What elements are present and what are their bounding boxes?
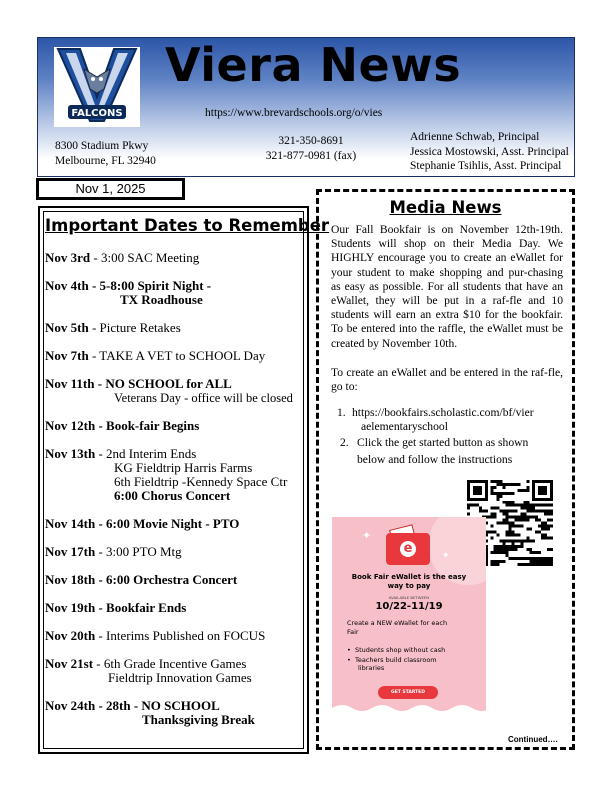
wallet-icon: e: [386, 533, 430, 565]
wave-decoration: [332, 702, 486, 722]
dates-title: Important Dates to Remember: [45, 216, 330, 235]
event-subline: Fieldtrip Innovation Games: [108, 670, 252, 685]
staff-list: Adrienne Schwab, Principal Jessica Mostowski, Asst. Principal Stephanie Tsihlis, Asst. Principal: [410, 131, 569, 172]
event-item: Nov 21st - 6th Grade Incentive Games: [45, 656, 247, 671]
school-address: 8300 Stadium Pkwy Melbourne, FL 32940: [55, 140, 156, 167]
event-subline: Thanksgiving Break: [142, 712, 255, 727]
bookfair-link[interactable]: aelementaryschool: [361, 420, 448, 433]
event-item: Nov 18th - 6:00 Orchestra Concert: [45, 572, 238, 587]
step-text: Click the get started button as shown: [357, 436, 529, 449]
issue-date: Nov 1, 2025: [36, 178, 185, 200]
continued-note: Continued….: [508, 735, 558, 744]
get-started-button[interactable]: GET STARTED: [378, 686, 438, 699]
event-subline: TX Roadhouse: [120, 292, 203, 307]
event-item: Nov 11th - NO SCHOOL for ALL: [45, 376, 232, 391]
step-number: 2.: [340, 436, 349, 449]
event-item: Nov 20th - Interims Published on FOCUS: [45, 628, 266, 643]
falcons-logo: [54, 47, 140, 127]
media-title: Media News: [389, 198, 502, 217]
event-subline: Veterans Day - office will be closed: [114, 391, 293, 405]
step-number: 1.: [337, 406, 346, 419]
sparkle-icon: ✦: [442, 551, 450, 561]
event-item: Nov 5th - Picture Retakes: [45, 320, 181, 335]
event-item: Nov 14th - 6:00 Movie Night - PTO: [45, 516, 240, 531]
event-item: Nov 12th - Book-fair Begins: [45, 418, 200, 433]
newsletter-title: Viera News: [165, 38, 462, 92]
event-item: Nov 24th - 28th - NO SCHOOL: [45, 698, 220, 713]
step-text: below and follow the instructions: [357, 453, 513, 466]
event-item: Nov 4th - 5-8:00 Spirit Night -: [45, 278, 212, 293]
event-item: Nov 17th - 3:00 PTO Mtg: [45, 544, 182, 559]
logo-text: FALCONS: [71, 108, 123, 119]
event-item: Nov 3rd - 3:00 SAC Meeting: [45, 250, 200, 265]
event-subline: 6th Fieldtrip -Kennedy Space Ctr: [114, 474, 288, 489]
school-phone: 321-350-8691 321-877-0981 (fax): [265, 135, 357, 162]
event-item: Nov 19th - Bookfair Ends: [45, 600, 187, 615]
event-item: Nov 7th - TAKE A VET to SCHOOL Day: [45, 348, 266, 363]
sparkle-icon: ✦: [362, 529, 372, 542]
event-subline: KG Fieldtrip Harris Farms: [114, 460, 253, 475]
event-item: Nov 13th - 2nd Interim Ends: [45, 446, 197, 461]
event-subline: 6:00 Chorus Concert: [114, 488, 231, 503]
ewallet-card: ✦ ✦ e Book Fair eWallet is the easy way to pay AVAILABLE BETWEEN 10/22-11/19 Create a NEW eWallet for each Fair • Students shop without cash • Teachers build classroom libraries GET STARTED: [332, 517, 486, 722]
bookfair-link[interactable]: https://bookfairs.scholastic.com/bf/vier: [352, 406, 534, 419]
media-paragraph: Our Fall Bookfair is on November 12th-19th. Students will shop on their Media Day. We HIGHLY encourage you to create an eWallet for your student to make shopping and pur-chasing as easy as possible. For all students that have an eWallet, they will be put in a raf-fle and 10 students will earn an extra $10 for the bookfair. To be entered into the raffle, the eWallet must be created by November 10th.: [331, 223, 563, 350]
media-paragraph: To create an eWallet and be entered in the raf-fle, go to:: [331, 366, 563, 394]
school-url[interactable]: https://www.brevardschools.org/o/vies: [205, 107, 383, 119]
